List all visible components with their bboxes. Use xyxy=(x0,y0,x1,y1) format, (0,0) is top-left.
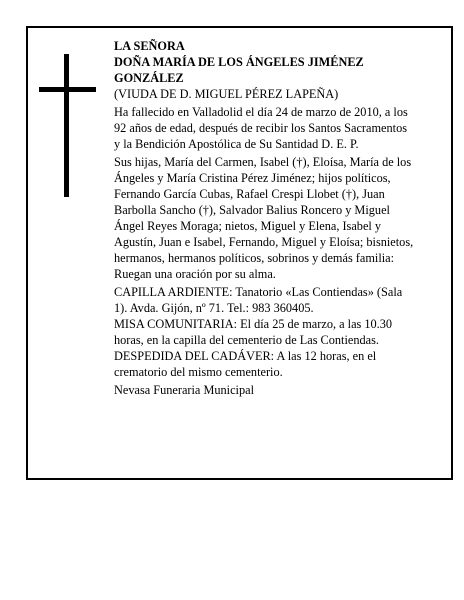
prayer-request: Ruegan una oración por su alma. xyxy=(114,267,276,281)
death-notice: Ha fallecido en Valladolid el día 24 de marzo de 2010, a los 92 años de edad, después de recibir los Santos Sacramentos y la Bendición Apostólica de Su Santidad D. E. P. xyxy=(114,105,408,151)
chapel-info: CAPILLA ARDIENTE: Tanatorio «Las Contiendas» (Sala 1). Avda. Gijón, nº 71. Tel.: 983 360405. xyxy=(114,285,403,315)
mass-info: MISA COMUNITARIA: El día 25 de marzo, a las 10.30 horas, en la capilla del cementerio de Las Contiendas. xyxy=(114,317,393,347)
obituary-text xyxy=(114,38,414,398)
family-list: Sus hijas, María del Carmen, Isabel (†), Eloísa, María de los Ángeles y María Cristina Pérez Jiménez; hijos políticos, Fernando García Cubas, Rafael Crespi Llobet (†), Juan Barbolla Sancho (†), Salvador Balius Roncero y Miguel Ángel Reyes Moraga; nietos, Miguel y Elena, Isabel y Agustín, Juan e Isabel, Fernando, Miguel y Eloísa; bisnietos, hermanos, hermanos políticos, sobrinos y demás familia: xyxy=(114,155,414,265)
cross-horizontal-bar xyxy=(39,87,96,92)
farewell-info: DESPEDIDA DEL CADÁVER: A las 12 horas, en el crematorio del mismo cementerio. xyxy=(114,349,377,379)
funeral-home: Nevasa Funeraria Municipal xyxy=(114,383,254,397)
widow-of-line: (VIUDA DE D. MIGUEL PÉREZ LAPEÑA) xyxy=(114,87,339,101)
deceased-name: DOÑA MARÍA DE LOS ÁNGELES JIMÉNEZ GONZÁLEZ xyxy=(114,55,364,85)
cross-vertical-bar xyxy=(64,54,69,197)
honorific-line: LA SEÑORA xyxy=(114,39,185,53)
